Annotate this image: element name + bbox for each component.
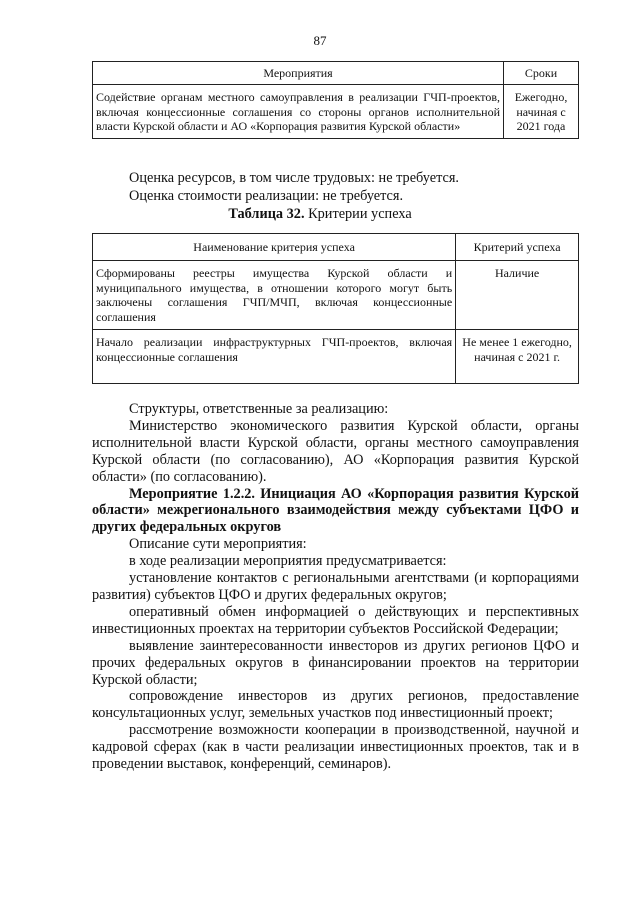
list-item: установление контактов с региональными агентствами (и корпорациями развития) субъектов ЦФО и других федеральных округов; <box>92 570 579 603</box>
column-header-deadlines: Сроки <box>504 62 579 85</box>
column-header-criterion: Критерий успеха <box>456 234 579 261</box>
paragraph-responsible-title: Структуры, ответственные за реализацию: <box>129 401 389 417</box>
cost-assessment: Оценка стоимости реализации: не требуется. <box>129 188 404 204</box>
table-caption-number: Таблица 32. <box>228 206 305 222</box>
list-item: сопровождение инвесторов из других регионов, предоставление консультационных услуг, земельных участков под инвестиционный проект; <box>92 688 579 722</box>
table-header-row <box>93 62 579 85</box>
table-cell-measure: Содействие органам местного самоуправления в реализации ГЧП-проектов, включая концессионные соглашения со стороны органов исполнительной власти Курской области и АО «Корпорация развития Курской области» <box>93 85 504 139</box>
table-cell-criterion-name: Сформированы реестры имущества Курской области и муниципального имущества, в отношении которого могут быть заключены соглашения ГЧП/МЧП, включая концессионные соглашения <box>93 261 456 330</box>
page-number: 87 <box>313 33 327 48</box>
resources-assessment: Оценка ресурсов, в том числе трудовых: не требуется. <box>129 170 459 186</box>
list-item: рассмотрение возможности кооперации в производственной, научной и кадровой сферах (как в части реализации инвестиционных проектов, так и в проведении выставок, конференций, семинаров). <box>92 722 579 773</box>
paragraph-intro: в ходе реализации мероприятия предусматривается: <box>129 553 447 570</box>
column-header-measures: Мероприятия <box>93 62 504 85</box>
measure-heading: Мероприятие 1.2.2. Инициация АО «Корпорация развития Курской области» межрегионального взаимодействия между субъектами ЦФО и других федеральных округов <box>92 485 579 536</box>
list-item: оперативный обмен информацией о действующих и перспективных инвестиционных проектах на территории субъектов Российской Федерации; <box>92 603 579 637</box>
column-header-criterion-name: Наименование критерия успеха <box>93 234 456 261</box>
table-cell-deadline: Ежегодно, начиная с 2021 года <box>504 85 579 139</box>
table-cell-criterion-name: Начало реализации инфраструктурных ГЧП-проектов, включая концессионные соглашения <box>93 330 456 384</box>
table-header-row <box>93 234 579 261</box>
list-item: выявление заинтересованности инвесторов из других регионов ЦФО и прочих федеральных округов в финансировании проектов на территории Курской области; <box>92 637 579 688</box>
table-caption <box>0 206 640 223</box>
table-row <box>93 261 579 330</box>
body-text <box>92 401 579 773</box>
table-row <box>93 330 579 384</box>
paragraph-responsible-list: Министерство экономического развития Курской области, органы исполнительной власти Курской области, органы местного самоуправления Курской области (по согласованию), АО «Корпорация развития Курской области» (по согласованию). <box>92 417 579 485</box>
table-cell-criterion-value: Не менее 1 ежегодно, начиная с 2021 г. <box>456 330 579 384</box>
table-caption-title: Критерии успеха <box>304 206 412 222</box>
measures-table <box>92 61 579 139</box>
paragraph-description-title: Описание сути мероприятия: <box>129 536 307 553</box>
table-cell-criterion-value: Наличие <box>456 261 579 330</box>
success-criteria-table <box>92 233 579 384</box>
table-row <box>93 85 579 139</box>
